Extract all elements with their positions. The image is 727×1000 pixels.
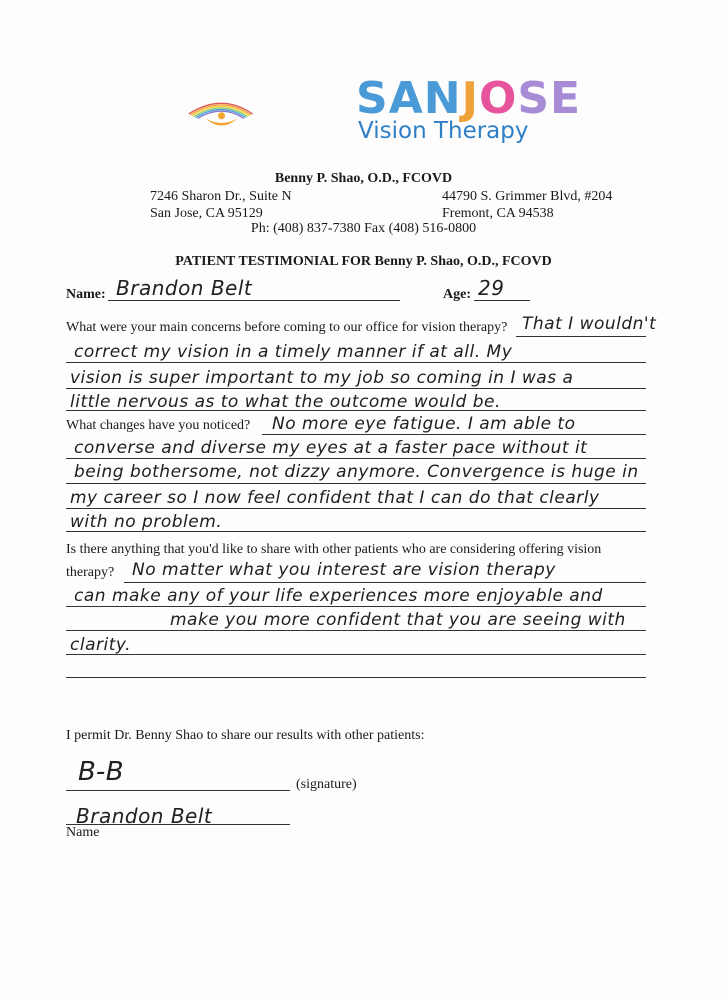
answer-2-line[interactable]: No more eye fatigue. I am able to <box>272 414 576 434</box>
age-field[interactable]: 29 <box>478 276 505 300</box>
age-label: Age: <box>443 287 471 302</box>
answer-line <box>66 362 646 363</box>
answer-1-line[interactable]: vision is super important to my job so coming in I was a <box>70 368 574 388</box>
age-underline <box>474 300 530 301</box>
answer-line <box>66 483 646 484</box>
logo-title <box>356 74 581 124</box>
eye-lid-icon <box>206 118 238 125</box>
answer-line <box>66 458 646 459</box>
answer-line <box>66 654 646 655</box>
phone-fax: Ph: (408) 837-7380 Fax (408) 516-0800 <box>250 221 477 236</box>
permission-statement: I permit Dr. Benny Shao to share our results with other patients: <box>66 728 425 743</box>
answer-line <box>66 677 646 678</box>
answer-line <box>66 531 646 532</box>
sun-icon <box>218 112 225 119</box>
signature-underline <box>66 790 290 791</box>
logo-subtitle: Vision Therapy <box>358 118 529 144</box>
printed-name-label: Name <box>66 825 100 840</box>
answer-3-line[interactable]: can make any of your life experiences more enjoyable and <box>74 586 603 606</box>
office2-street: 44790 S. Grimmer Blvd, #204 <box>442 189 613 204</box>
answer-line <box>124 582 646 583</box>
answer-2-line[interactable]: with no problem. <box>70 512 223 532</box>
answer-2-line[interactable]: converse and diverse my eyes at a faster pace without it <box>74 438 588 458</box>
answer-line <box>516 336 646 337</box>
answer-3-line[interactable]: clarity. <box>70 635 132 655</box>
logo-title-part: SE <box>517 73 582 124</box>
logo-title-part: J <box>461 73 479 124</box>
answer-2-line[interactable]: my career so I now feel confident that I can do that clearly <box>70 488 600 508</box>
printed-name-underline <box>66 824 290 825</box>
question-3-line-2: therapy? <box>66 565 115 580</box>
answer-line <box>66 630 646 631</box>
answer-3-line[interactable]: make you more confident that you are seeing with <box>170 610 626 630</box>
answer-3-line[interactable]: No matter what you interest are vision therapy <box>132 560 556 580</box>
question-1: What were your main concerns before coming to our office for vision therapy? <box>66 320 508 335</box>
name-field[interactable]: Brandon Belt <box>116 276 253 300</box>
logo-title-part: SAN <box>356 73 462 124</box>
printed-name-field[interactable]: Brandon Belt <box>76 804 213 828</box>
doctor-name: Benny P. Shao, O.D., FCOVD <box>274 171 453 186</box>
answer-1-line[interactable]: correct my vision in a timely manner if at all. My <box>74 342 513 362</box>
name-label: Name: <box>66 287 106 302</box>
signature-label: (signature) <box>296 777 357 792</box>
answer-1-line[interactable]: That I wouldn't <box>522 314 657 334</box>
logo-title-part: O <box>478 73 518 124</box>
answer-line <box>66 508 646 509</box>
answer-line <box>66 388 646 389</box>
signature-field[interactable]: B-B <box>78 757 125 787</box>
office1-city: San Jose, CA 95129 <box>150 206 263 221</box>
logo-graphic <box>186 74 346 154</box>
form-heading: PATIENT TESTIMONIAL FOR Benny P. Shao, O.D., FCOVD <box>175 254 552 269</box>
answer-line <box>262 434 646 435</box>
question-3-line-1: Is there anything that you'd like to share with other patients who are considering offering vision <box>66 542 602 557</box>
answer-line <box>66 606 646 607</box>
office2-city: Fremont, CA 94538 <box>442 206 554 221</box>
answer-2-line[interactable]: being bothersome, not dizzy anymore. Convergence is huge in <box>74 462 639 482</box>
answer-1-line[interactable]: little nervous as to what the outcome would be. <box>70 392 501 412</box>
office1-street: 7246 Sharon Dr., Suite N <box>150 189 292 204</box>
answer-line <box>66 410 646 411</box>
name-underline <box>108 300 400 301</box>
question-2: What changes have you noticed? <box>66 418 251 433</box>
